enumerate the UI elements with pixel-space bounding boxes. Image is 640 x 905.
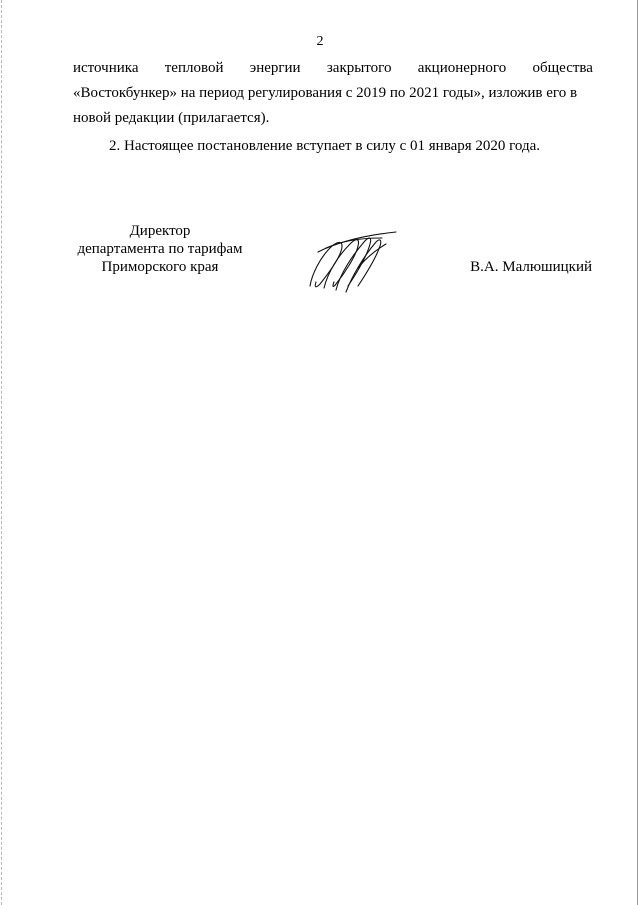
paragraph-1-line-3: новой редакции (прилагается).: [73, 110, 270, 126]
paragraph-2: [109, 134, 593, 159]
signatory-name: В.А. Малюшицкий: [470, 259, 592, 275]
handwritten-signature-icon: [306, 228, 398, 294]
word: акционерного: [417, 60, 507, 76]
word: энергии: [249, 60, 301, 76]
paragraph-2-line-1: 2. Настоящее постановление вступает в силу с 01 января 2020 года.: [109, 138, 541, 154]
word: источника: [73, 60, 139, 76]
paragraph-1-line-1: [73, 56, 593, 81]
paragraph-1-line-2: «Востокбункер» на период регулирования с 2019 по 2021 годы», изложив его в: [73, 85, 578, 101]
scan-edge-left: [1, 0, 2, 905]
word: общества: [532, 60, 593, 76]
word: тепловой: [164, 60, 224, 76]
signatory-title: [60, 222, 260, 276]
signatory-title-line-3: Приморского края: [101, 259, 219, 275]
scan-edge-right: [637, 0, 638, 905]
page-number: 2: [316, 34, 324, 49]
signatory-title-line-2: департамента по тарифам: [77, 241, 243, 257]
paragraph-1: [73, 56, 593, 131]
signatory-title-line-1: Директор: [129, 223, 191, 239]
word: закрытого: [326, 60, 392, 76]
